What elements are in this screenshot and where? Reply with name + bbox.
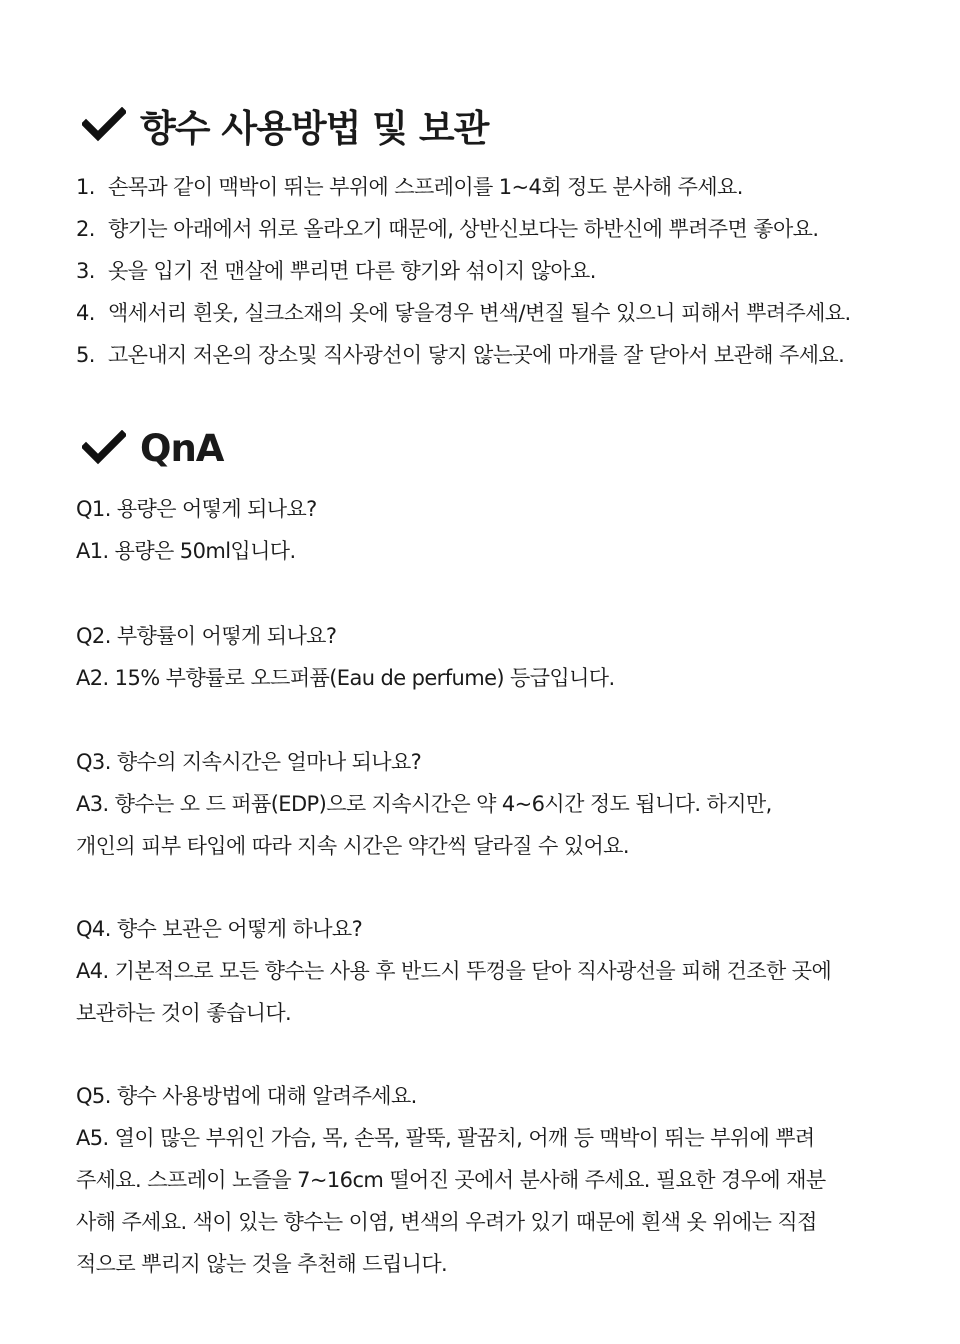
- usage-item-text: 향기는 아래에서 위로 올라오기 때문에, 상반신보다는 하반신에 뿌려주면 좋아요.: [108, 217, 819, 241]
- usage-item: [76, 255, 851, 297]
- usage-item-number: 1.: [76, 175, 95, 199]
- usage-item-text: 손목과 같이 맥박이 뛰는 부위에 스프레이를 1~4회 정도 분사해 주세요.: [108, 175, 743, 199]
- qna-section-title: [82, 420, 223, 476]
- qna-answer-line: 주세요. 스프레이 노즐을 7~16cm 떨어진 곳에서 분사해 주세요. 필요한 경우에 재분: [76, 1168, 826, 1192]
- qna-question: Q2. 부향률이 어떻게 되나요?: [76, 624, 337, 648]
- usage-item: [76, 339, 851, 381]
- usage-section-title: [82, 97, 488, 153]
- qna-answer-line: 적으로 뿌리지 않는 것을 추천해 드립니다.: [76, 1252, 448, 1276]
- qna-answer-line: 사해 주세요. 색이 있는 향수는 이염, 변색의 우려가 있기 때문에 흰색 옷 위에는 직접: [76, 1210, 817, 1234]
- qna-answer-line: A5. 열이 많은 부위인 가슴, 목, 손목, 팔뚝, 팔꿈치, 어깨 등 맥박이 뛰는 부위에 뿌려: [76, 1126, 815, 1150]
- qna-question: Q4. 향수 보관은 어떻게 하나요?: [76, 917, 363, 941]
- usage-item-text: 옷을 입기 전 맨살에 뿌리면 다른 향기와 섞이지 않아요.: [108, 259, 596, 283]
- usage-item: [76, 171, 851, 213]
- usage-title: 향수 사용방법 및 보관: [140, 107, 489, 150]
- usage-item: [76, 297, 851, 339]
- usage-item-number: 4.: [76, 301, 95, 325]
- qna-answer-line: 보관하는 것이 좋습니다.: [76, 1001, 292, 1025]
- qna-item: [76, 746, 906, 872]
- qna-question: Q1. 용량은 어떻게 되나요?: [76, 497, 317, 521]
- usage-item-number: 2.: [76, 217, 95, 241]
- usage-item-number: 5.: [76, 343, 95, 367]
- qna-answer-line: A4. 기본적으로 모든 향수는 사용 후 반드시 뚜껑을 닫아 직사광선을 피해 건조한 곳에: [76, 959, 832, 983]
- qna-item: [76, 620, 906, 704]
- usage-item-text: 고온내지 저온의 장소및 직사광선이 닿지 않는곳에 마개를 잘 닫아서 보관해 주세요.: [108, 343, 845, 367]
- usage-item-number: 3.: [76, 259, 95, 283]
- usage-item: [76, 213, 851, 255]
- usage-item-text: 액세서리 흰옷, 실크소재의 옷에 닿을경우 변색/변질 될수 있으니 피해서 뿌려주세요.: [108, 301, 851, 325]
- usage-list: [76, 171, 851, 381]
- qna-question: Q5. 향수 사용방법에 대해 알려주세요.: [76, 1084, 417, 1108]
- qna-question: Q3. 향수의 지속시간은 얼마나 되나요?: [76, 750, 422, 774]
- qna-answer-line: A2. 15% 부향률로 오드퍼퓸(Eau de perfume) 등급입니다.: [76, 666, 615, 690]
- qna-item: [76, 913, 906, 1039]
- qna-answer-line: A1. 용량은 50ml입니다.: [76, 539, 296, 563]
- check-icon: [82, 107, 126, 143]
- qna-title: QnA: [140, 426, 224, 470]
- qna-item: [76, 493, 906, 577]
- qna-item: [76, 1080, 906, 1290]
- qna-answer-line: A3. 향수는 오 드 퍼퓸(EDP)으로 지속시간은 약 4~6시간 정도 됩니다. 하지만,: [76, 792, 772, 816]
- qna-answer-line: 개인의 피부 타입에 따라 지속 시간은 약간씩 달라질 수 있어요.: [76, 834, 629, 858]
- check-icon: [82, 430, 126, 466]
